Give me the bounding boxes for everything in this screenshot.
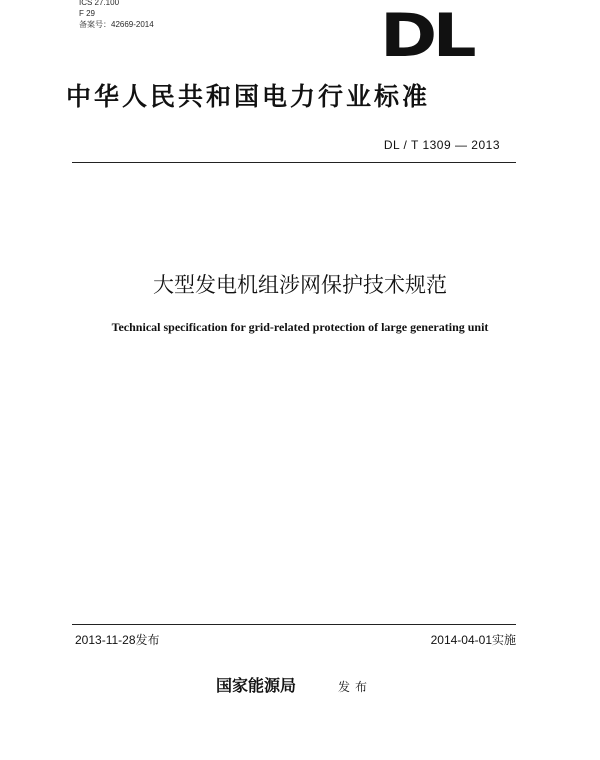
publisher-name: 国家能源局 <box>216 676 297 695</box>
publish-label: 发布 <box>338 680 373 694</box>
footer-divider <box>72 624 516 625</box>
document-title-chinese: 大型发电机组涉网保护技术规范 <box>153 273 447 297</box>
header-divider <box>72 162 516 163</box>
metadata-block <box>79 0 154 30</box>
classification-code: F 29 <box>79 9 96 18</box>
record-number: 备案号：42669-2014 <box>79 20 154 29</box>
document-title-english: Technical specification for grid-related protection of large generating unit <box>111 320 489 334</box>
dl-logo: DL <box>380 1 473 71</box>
ics-code: ICS 27.100 <box>79 0 120 7</box>
standard-category-title: 中华人民共和国电力行业标准 <box>66 82 431 111</box>
standard-number: DL / T 1309 — 2013 <box>383 138 500 152</box>
implementation-date: 2014-04-01实施 <box>430 633 516 647</box>
issue-date: 2013-11-28发布 <box>75 633 160 647</box>
